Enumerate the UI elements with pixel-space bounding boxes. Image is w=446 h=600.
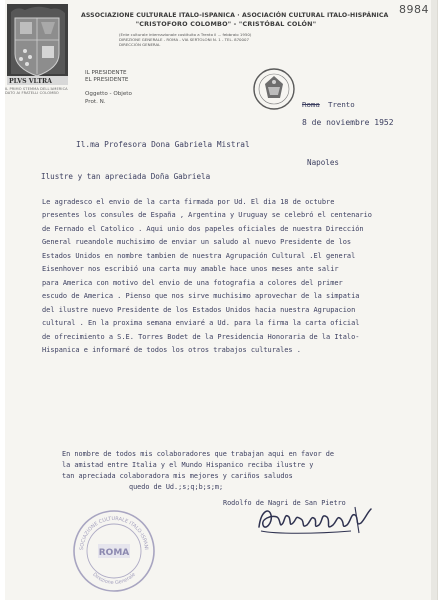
letterhead-direction-it: DIREZIONE GENERALE - ROMA - VIA SERTOLONI N. 1 - TEL. 870007 bbox=[119, 37, 249, 42]
letterhead bbox=[81, 12, 389, 28]
subject-label: Oggetto - Objeto bbox=[85, 91, 132, 98]
body-line: cultural . En la proxima semana enviaré a Ud. para la firma la carta oficial bbox=[42, 319, 360, 328]
closing-line: la amistad entre Italia y el Mundo Hispanico reciba ilustre y bbox=[62, 460, 314, 469]
svg-text:PLVS VLTRA: PLVS VLTRA bbox=[9, 78, 52, 85]
stamp-top-text: SOCIAZIONE CULTURALE ITALO-ISPANI bbox=[78, 515, 149, 551]
body-line: Le agradesco el envio de la carta firmada por Ud. El dia 18 de octubre bbox=[42, 198, 335, 206]
page-edge bbox=[431, 0, 437, 600]
crest-caption: IL PRIMO STEMMA DELL'AMERICA DATO AI FRATELLI COLOMBO bbox=[5, 87, 68, 96]
body-line: presentes los consules de España , Argentina y Uruguay se celebró el centenario bbox=[42, 211, 372, 220]
protocol-label: Prot. N. bbox=[85, 98, 106, 105]
letterhead-constitution-note: (Ente culturale internazionale costituito a Trento il ... febbraio 1950) bbox=[119, 32, 252, 37]
body-line: de ofrecimiento a S.E. Torres Bodet de la Presidencia Honoraria de la Italo- bbox=[42, 332, 360, 341]
office-title-es: EL PRESIDENTE bbox=[85, 77, 129, 84]
letter-date: 8 de noviembre 1952 bbox=[302, 118, 394, 127]
letter-body bbox=[42, 196, 422, 357]
stamp-center-text: ROMA bbox=[98, 548, 130, 558]
letter-closing bbox=[62, 449, 432, 482]
letterhead-direction-es: DIRECCIÓN GENERAL bbox=[119, 42, 161, 47]
office-title-it: IL PRESIDENTE bbox=[85, 70, 127, 76]
body-line: Estados Unidos en nombre tambien de nuestra Agrupación Cultural .El general bbox=[42, 251, 356, 260]
recipient-name: Il.ma Profesora Dona Gabriela Mistral bbox=[76, 140, 250, 149]
coat-of-arms-image bbox=[7, 4, 68, 85]
archive-number: 8984 bbox=[399, 3, 429, 16]
closing-line: En nombre de todos mis colaboradores que trabajan aqui en favor de bbox=[62, 450, 334, 458]
closing-sign-off: quedo de Ud.;s;q;b;s;m; bbox=[129, 483, 224, 491]
body-line: Eisenhover nos escribió una carta muy amable hace unos meses ante salir bbox=[42, 265, 339, 274]
body-line: General rueandole muchisimo de enviar un saludo al nuevo Presidente de los bbox=[42, 238, 352, 247]
place-struck-out: Roma bbox=[302, 100, 320, 109]
association-stamp bbox=[71, 508, 157, 594]
place: Trento bbox=[328, 100, 355, 109]
signatory-name: Rodolfo de Nagri de San Pietro bbox=[223, 499, 346, 507]
stamp-bottom-text: Direzione Generale bbox=[91, 571, 137, 587]
letterhead-association-name: ASSOCIAZIONE CULTURALE ITALO-ISPANICA · ASOCIACIÓN CULTURAL ITALO-HISPÁNICA bbox=[81, 12, 389, 19]
recipient-city: Napoles bbox=[307, 158, 340, 167]
letterhead-columbus-name: "CRISTOFORO COLOMBO" - "CRISTÓBAL COLÓN" bbox=[135, 20, 317, 28]
body-line: del ilustre nuevo Presidente de los Estados Unidos hacia nuestra Agrupacion bbox=[42, 305, 356, 314]
body-line: escudo de America . Pienso que nos sirve muchisimo aprovechar de la simpatia bbox=[42, 292, 360, 301]
association-emblem bbox=[252, 67, 296, 111]
body-line: Hispanica e informaré de todos los otros trabajos culturales . bbox=[42, 345, 301, 354]
handwritten-signature bbox=[255, 501, 377, 539]
svg-text:Direzione Generale bbox=[91, 572, 137, 586]
closing-line: tan apreciada colaboradora mis mejores y cariños saludos bbox=[62, 471, 293, 480]
body-line: de Fernado el Catolico . Aqui unio dos papeles oficiales de nuestra Dirección bbox=[42, 224, 364, 233]
office-block bbox=[85, 70, 132, 106]
letterhead-address bbox=[119, 32, 339, 47]
letter-page bbox=[5, 0, 437, 600]
body-line: para America con motivo del envio de una fotografia a colores del primer bbox=[42, 278, 343, 287]
salutation: Ilustre y tan apreciada Doña Gabriela bbox=[41, 172, 211, 181]
